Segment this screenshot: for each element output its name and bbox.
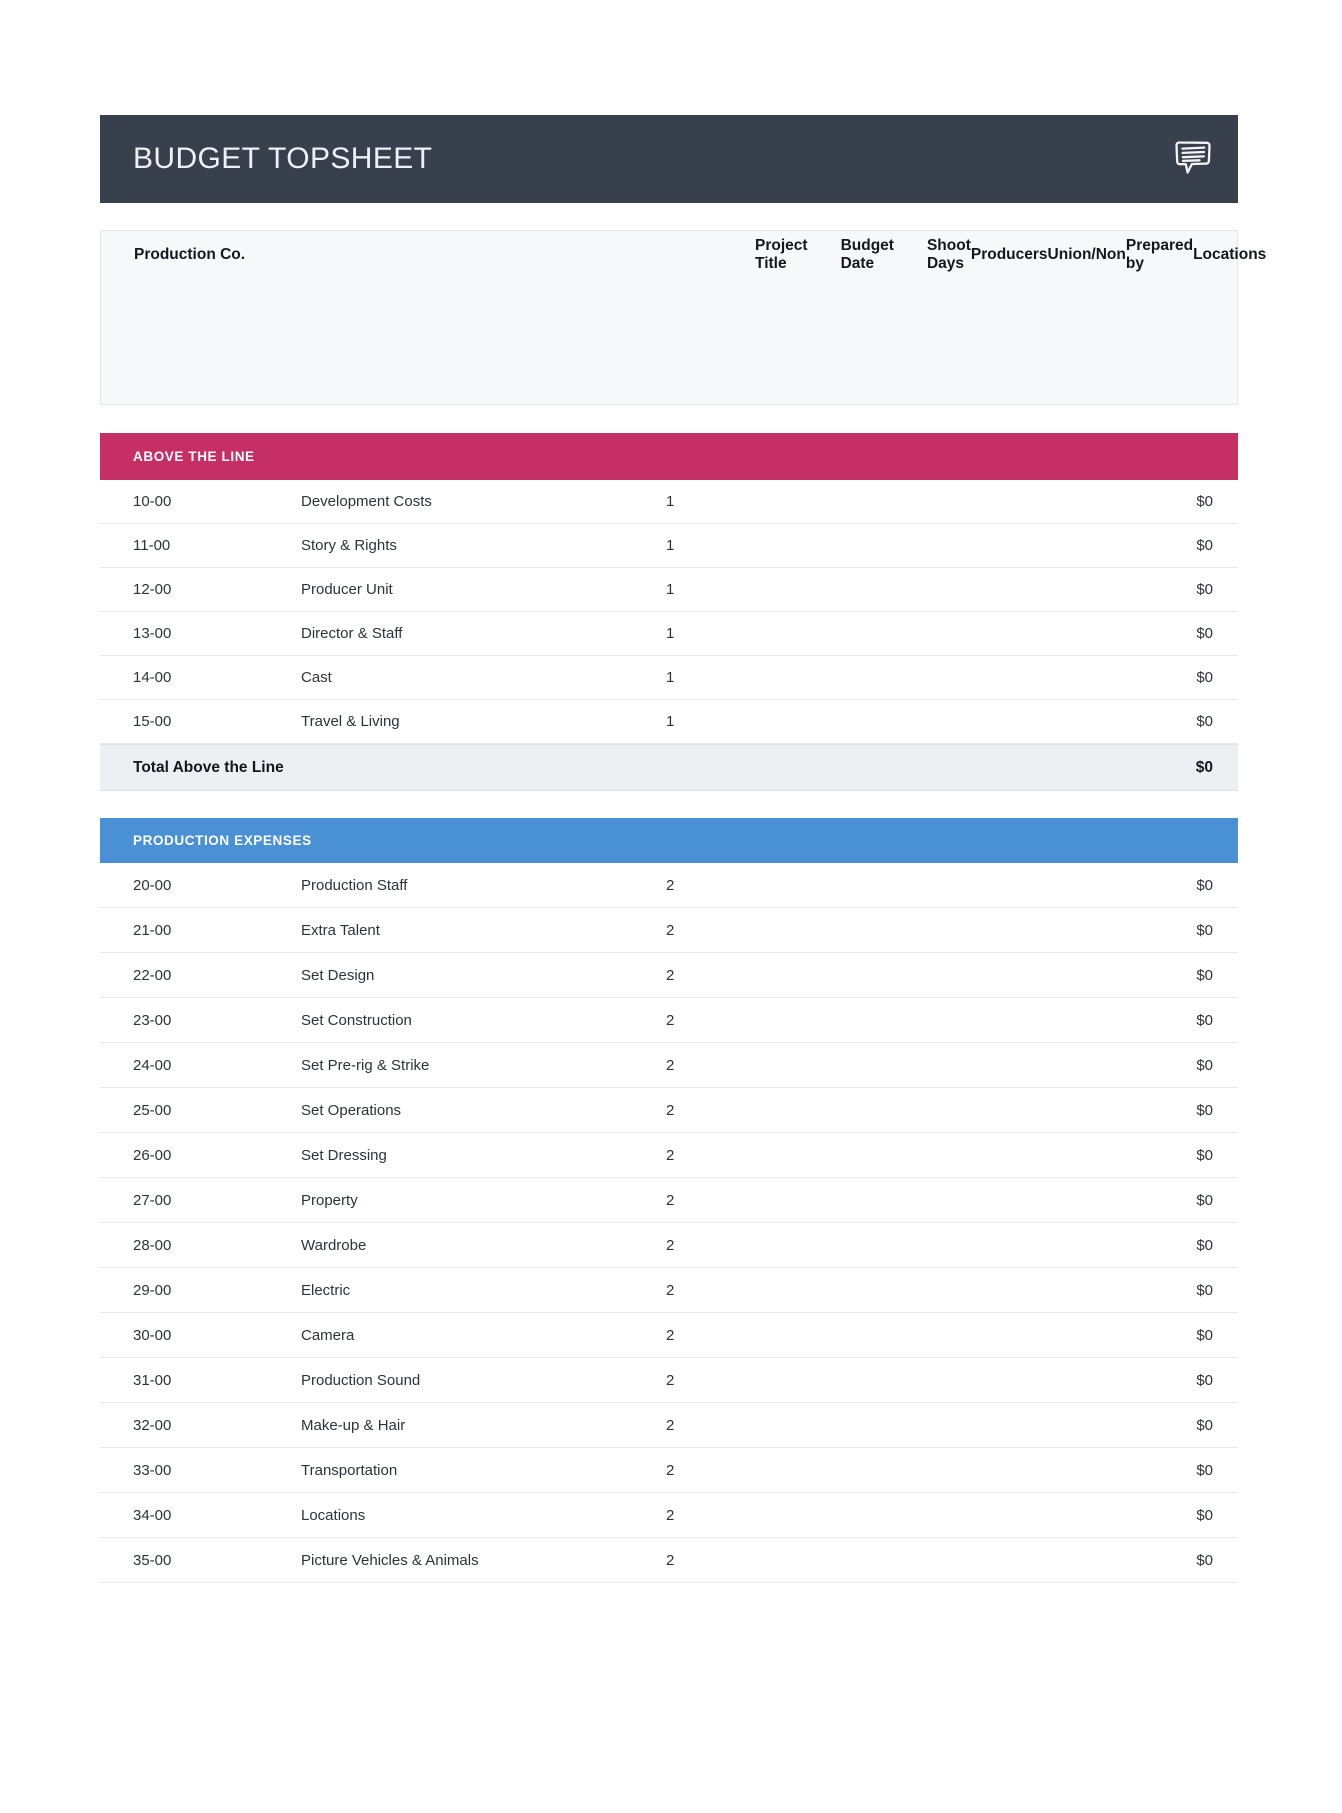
total-above-the-line-row — [100, 744, 1238, 791]
units-value: 1 — [666, 581, 675, 598]
speech-bubble-icon — [1170, 135, 1216, 183]
account-label: Cast — [301, 669, 332, 686]
account-code: 27-00 — [133, 1191, 172, 1209]
account-label: Transportation — [301, 1461, 398, 1479]
account-code: 22-00 — [133, 966, 172, 984]
total-label: Total Above the Line — [133, 758, 284, 776]
amount-value: $0 — [1196, 1506, 1213, 1524]
account-label: Picture Vehicles & Animals — [301, 1551, 479, 1569]
amount-value: $0 — [1196, 1011, 1213, 1029]
units-value: 1 — [666, 537, 675, 554]
account-label: Property — [301, 1191, 358, 1209]
amount-value: $0 — [1196, 1371, 1213, 1389]
units-value: 2 — [666, 1236, 675, 1254]
budget-line-row — [100, 568, 1238, 612]
account-code: 34-00 — [133, 1506, 172, 1524]
info-label-production-co: Production Co. — [134, 245, 246, 263]
budget-line-row — [100, 1043, 1238, 1088]
account-code: 11-00 — [133, 537, 171, 554]
account-code: 35-00 — [133, 1551, 172, 1569]
budget-line-row — [100, 908, 1238, 953]
units-value: 2 — [666, 1056, 675, 1074]
document-header — [100, 115, 1238, 203]
total-amount: $0 — [1195, 758, 1213, 776]
account-code: 12-00 — [133, 581, 172, 598]
account-label: Electric — [301, 1281, 351, 1299]
account-label: Make-up & Hair — [301, 1416, 406, 1434]
account-code: 31-00 — [133, 1371, 172, 1389]
account-label: Wardrobe — [301, 1236, 367, 1254]
units-value: 2 — [666, 966, 675, 984]
amount-value: $0 — [1196, 537, 1213, 554]
amount-value: $0 — [1196, 1461, 1213, 1479]
budget-line-row — [100, 863, 1238, 908]
section-production-expenses — [100, 818, 1238, 1583]
production-info-box — [100, 230, 1267, 405]
amount-value: $0 — [1196, 1191, 1213, 1209]
budget-line-row — [100, 612, 1238, 656]
units-value: 2 — [666, 1146, 675, 1164]
account-code: 26-00 — [133, 1146, 172, 1164]
info-label-locations: Locations — [1193, 245, 1267, 263]
account-label: Story & Rights — [301, 537, 397, 554]
account-label: Production Sound — [301, 1371, 421, 1389]
amount-value: $0 — [1196, 876, 1213, 894]
info-label-producers: Producers — [970, 245, 1048, 263]
amount-value: $0 — [1196, 966, 1213, 984]
units-value: 2 — [666, 1416, 675, 1434]
account-label: Production Staff — [301, 876, 408, 894]
account-label: Set Operations — [301, 1101, 402, 1119]
section-header-production-expenses: PRODUCTION EXPENSES — [100, 818, 1238, 863]
account-label: Set Construction — [301, 1011, 412, 1029]
budget-line-row — [100, 1268, 1238, 1313]
page-title: BUDGET TOPSHEET — [133, 142, 433, 175]
account-code: 23-00 — [133, 1011, 172, 1029]
account-code: 32-00 — [133, 1416, 172, 1434]
amount-value: $0 — [1196, 1416, 1213, 1434]
amount-value: $0 — [1196, 1551, 1213, 1569]
units-value: 2 — [666, 1281, 675, 1299]
section-above-the-line — [100, 433, 1238, 791]
amount-value: $0 — [1196, 1281, 1213, 1299]
amount-value: $0 — [1196, 713, 1213, 730]
units-value: 2 — [666, 1461, 675, 1479]
budget-line-row — [100, 1403, 1238, 1448]
amount-value: $0 — [1196, 1326, 1213, 1344]
budget-line-row — [100, 1223, 1238, 1268]
info-label-union-non: Union/Non — [1047, 245, 1126, 263]
account-code: 13-00 — [133, 625, 172, 642]
amount-value: $0 — [1196, 581, 1213, 598]
account-label: Set Pre-rig & Strike — [301, 1056, 430, 1074]
budget-line-row — [100, 656, 1238, 700]
account-code: 10-00 — [133, 493, 172, 510]
amount-value: $0 — [1196, 669, 1213, 686]
amount-value: $0 — [1196, 625, 1213, 642]
units-value: 1 — [666, 713, 675, 730]
units-value: 2 — [666, 921, 675, 939]
info-label-budget-date: Budget Date — [840, 236, 894, 272]
info-label-prepared-by: Prepared by — [1125, 236, 1194, 272]
budget-line-row — [100, 998, 1238, 1043]
account-label: Producer Unit — [301, 581, 393, 598]
budget-line-row — [100, 1088, 1238, 1133]
units-value: 2 — [666, 1371, 675, 1389]
units-value: 2 — [666, 1011, 675, 1029]
account-code: 21-00 — [133, 921, 172, 939]
info-label-shoot-days: Shoot Days — [926, 236, 971, 272]
info-label-project-title: Project Title — [755, 236, 808, 272]
budget-line-row — [100, 1358, 1238, 1403]
account-label: Locations — [301, 1506, 366, 1524]
units-value: 1 — [666, 625, 675, 642]
budget-line-row — [100, 700, 1238, 744]
budget-line-row — [100, 1313, 1238, 1358]
account-label: Set Design — [301, 966, 375, 984]
amount-value: $0 — [1196, 1236, 1213, 1254]
units-value: 2 — [666, 1191, 675, 1209]
amount-value: $0 — [1196, 1146, 1213, 1164]
account-code: 33-00 — [133, 1461, 172, 1479]
account-label: Travel & Living — [301, 713, 400, 730]
account-code: 25-00 — [133, 1101, 172, 1119]
budget-line-row — [100, 1448, 1238, 1493]
budget-line-row — [100, 480, 1238, 524]
budget-line-row — [100, 1493, 1238, 1538]
units-value: 2 — [666, 876, 675, 894]
account-label: Camera — [301, 1326, 355, 1344]
amount-value: $0 — [1196, 1056, 1213, 1074]
account-label: Extra Talent — [301, 921, 380, 939]
account-code: 29-00 — [133, 1281, 172, 1299]
units-value: 2 — [666, 1326, 675, 1344]
budget-line-row — [100, 1178, 1238, 1223]
page-content — [100, 115, 1267, 1583]
account-code: 14-00 — [133, 669, 172, 686]
budget-line-row — [100, 953, 1238, 998]
amount-value: $0 — [1196, 493, 1213, 510]
account-label: Set Dressing — [301, 1146, 387, 1164]
amount-value: $0 — [1196, 921, 1213, 939]
account-code: 30-00 — [133, 1326, 172, 1344]
units-value: 1 — [666, 669, 675, 686]
account-label: Development Costs — [301, 493, 432, 510]
units-value: 2 — [666, 1551, 675, 1569]
account-code: 20-00 — [133, 876, 172, 894]
account-code: 28-00 — [133, 1236, 172, 1254]
amount-value: $0 — [1196, 1101, 1213, 1119]
units-value: 2 — [666, 1101, 675, 1119]
units-value: 2 — [666, 1506, 675, 1524]
section-header-above-the-line: ABOVE THE LINE — [100, 433, 1238, 480]
account-code: 15-00 — [133, 713, 172, 730]
budget-line-row — [100, 1133, 1238, 1178]
budget-line-row — [100, 1538, 1238, 1583]
account-code: 24-00 — [133, 1056, 172, 1074]
units-value: 1 — [666, 493, 675, 510]
account-label: Director & Staff — [301, 625, 403, 642]
budget-line-row — [100, 524, 1238, 568]
